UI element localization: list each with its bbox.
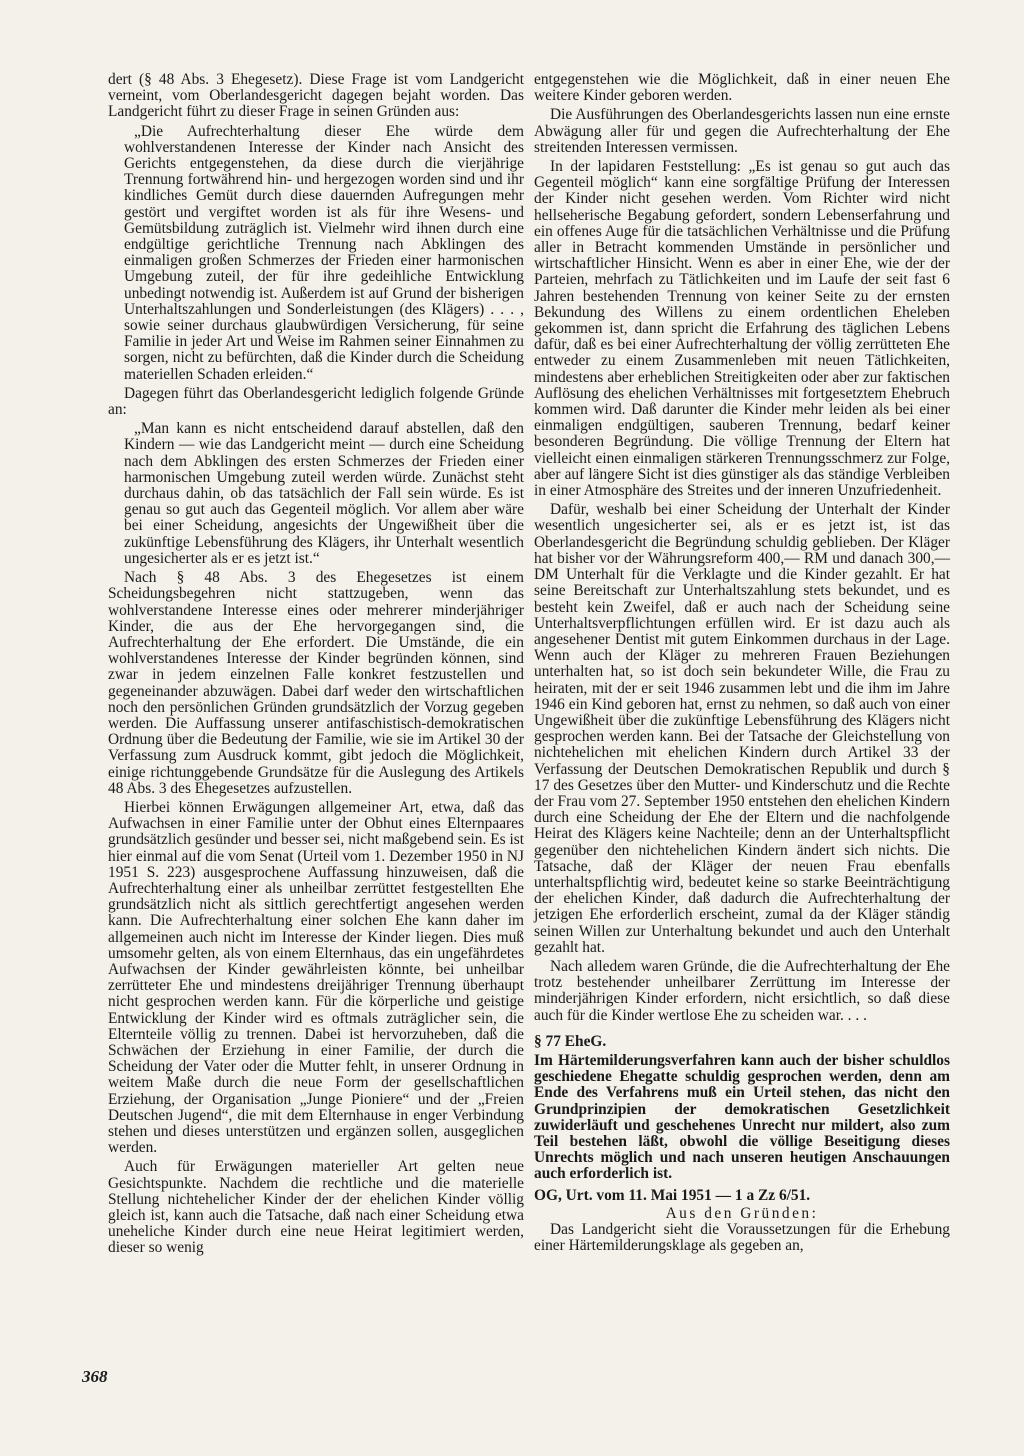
quotation (108, 421, 524, 567)
subheading: Aus den Gründen: (665, 1204, 819, 1222)
quotation-text: „Die Aufrechterhaltung dieser Ehe würde dem wohlverstandenen Interesse der Kinder nach Ansicht des Gerichts entgegenstehen, da diese durch die vierjährige Trennung fortwährend hin- und hergezogen worden sind und ihr kindliches Gemüt durch diese dauernden Aufregungen mehr gestört und vergiftet worden ist als für ihre Wesens- und Gemütsbildung zuträglich ist. Vielmehr wird ihnen durch eine endgültige gerichtliche Trennung nach Abklingen des einmaligen großen Schmerzes der Frieden einer harmonischen Umgebung zuteil, der für ihre gedeihliche Entwicklung unbedingt notwendig ist. Außerdem ist auf Grund der bisherigen Unterhaltszahlungen und Sonderleistungen (des Klägers) . . . , sowie seiner durchaus glaubwürdigen Versicherung, für seine Familie in jeder Art und Weise im Rahmen seiner Einnahmen zu sorgen, nicht zu befürchten, daß die Kinder durch die Scheidung materiellen Schaden erleiden.“ (124, 122, 524, 383)
right-column (534, 72, 950, 1257)
section-heading: § 77 EheG. (534, 1032, 607, 1050)
paragraph: Die Ausführungen des Oberlandesgerichts lassen nun eine ernste Abwägung aller für und gegen die Aufrechterhaltung der Ehe streitenden Interessen vermissen. (534, 106, 950, 156)
paragraph: Nach alledem waren Gründe, die die Aufrechterhaltung der Ehe trotz bestehender unheilbarer Zerrüttung im Interesse der minderjährigen Kinder erfordern, nicht ersichtlich, so daß diese auch für die Kinder wertlose Ehe zu scheiden war. . . . (534, 957, 950, 1024)
headnote: Im Härtemilderungsverfahren kann auch der bisher schuldlos geschiedene Ehegatte schuldig gesprochen werden, denn am Ende des Verfahrens muß ein Urteil stehen, das nicht den Grundprinzipien der demokratischen Gesetzlichkeit zuwiderläuft und geschehenes Unrecht nur mildert, also zum Teil bestehen läßt, obwohl die völlige Beseitigung dieses Unrechts möglich und nach unseren heutigen Anschauungen auch erforderlich ist. (534, 1051, 950, 1183)
paragraph: Dagegen führt das Oberlandesgericht lediglich folgende Gründe an: (108, 384, 524, 419)
paragraph: Das Landgericht sieht die Voraussetzungen für die Erhebung einer Härtemilderungsklage als gegeben an, (534, 1221, 950, 1255)
quotation-text: „Man kann es nicht entscheidend darauf abstellen, daß den Kindern — wie das Landgericht meint — durch eine Scheidung nach dem Abklingen des ersten Schmerzes der Frieden einer harmonischen Umgebung zuteil werden würde. Zunächst steht durchaus dahin, ob das tatsächlich der Fall sein würde. Es ist genau so gut auch das Gegenteil möglich. Vor allem aber wäre bei einer Scheidung, angesichts der Ungewißheit über die zukünftige Lebensführung des Klägers, ihr Unterhalt wesentlich ungesicherter als er es jetzt ist.“ (124, 420, 524, 567)
paragraph: Dafür, weshalb bei einer Scheidung der Unterhalt der Kinder wesentlich ungesicherter sei, als er es jetzt ist, ist das Oberlandesgericht die Begründung schuldig geblieben. Der Kläger hat bisher vor der Währungsreform 400,— RM und danach 300,— DM Unterhalt für die Verklagte und die Kinder gezahlt. Er hat seine Bereitschaft zur Unterhaltszahlung stets bekundet, und es besteht kein Zweifel, daß er auch nach der Scheidung seine Unterhaltsverpflichtungen erfüllen wird. Er ist dazu auch als angesehener Dentist mit gutem Einkommen durchaus in der Lage. Wenn auch der Kläger zu mehreren Frauen Beziehungen unterhalten hat, so ist doch sein bekundeter Wille, die Frau zu heiraten, mit der er seit 1946 zusammen lebt und die ihm im Jahre 1946 ein Kind geboren hat, ernst zu nehmen, so daß auch von einer Ungewißheit über die zukünftige Lebensführung des Klägers nicht gesprochen werden kann. Bei der Tatsache der Gleichstellung von nichtehelichen mit ehelichen Kindern durch Artikel 33 der Verfassung der Deutschen Demokratischen Republik und durch § 17 des Gesetzes über den Mutter- und Kinderschutz und die Rechte der Frau vom 27. September 1950 entstehen den ehelichen Kindern durch eine Scheidung der Ehe der Eltern und die nachfolgende Heirat des Klägers keine Nachteile; denn an der Unterhaltspflicht gegenüber den nichtehelichen Kindern ändert sich nichts. Die Tatsache, daß der Kläger der neuen Frau ebenfalls unterhaltspflichtig wird, bedeutet keine so starke Beeinträchtigung der ehelichen Kinder, daß dadurch die Aufrechterhaltung der jetzigen Ehe erforderlich erscheint, zumal da der Kläger ständig seinen Willen zur Unterhaltung bekundet und auch den Unterhalt gezahlt hat. (534, 501, 950, 956)
page-number: 368 (82, 1367, 108, 1386)
paragraph: In der lapidaren Feststellung: „Es ist genau so gut auch das Gegenteil möglich“ kann eine sorgfältige Prüfung der Interessen der Kinder nicht gesehen werden. Vom Richter wird nicht hellseherische Begabung gefordert, sondern Lebenserfahrung und ein offenes Auge für die tatsächlichen Verhältnisse und die Prüfung aller in Betracht kommenden Umstände in persönlicher und wirtschaftlicher Hinsicht. Wenn es aber in einer Ehe, wie der der Parteien, mehrfach zu Tätlichkeiten und im Laufe der seit fast 6 Jahren bestehenden Trennung von keiner Seite zu der ernsten Bekundung des Willens zu einem ordentlichen Eheleben gekommen ist, dann spricht die Erfahrung des täglichen Lebens dafür, daß es bei einer Aufrechterhaltung der völlig zerrütteten Ehe entweder zu einem Zusammenleben mit neuen Tätlichkeiten, mindestens aber erheblichen Streitigkeiten oder aber zur faktischen Auflösung des ehelichen Verhältnisses mit fortgesetztem Ehebruch kommen wird. Daß darunter die Kinder mehr leiden als bei einer einmaligen endgültigen, sauberen Trennung, bedarf keiner besonderen Begründung. Die völlige Trennung der Eltern hat vielleicht einen einmaligen stärkeren Trennungsschmerz zur Folge, aber auf längere Sicht ist dies günstiger als das ständige Verbleiben in einer Atmosphäre des Streites und der inneren Unzufriedenheit. (534, 158, 950, 500)
left-column (108, 72, 524, 1260)
quotation (108, 124, 524, 383)
paragraph: dert (§ 48 Abs. 3 Ehegesetz). Diese Frage ist vom Landgericht verneint, vom Oberlandesgericht dagegen bejaht worden. Das Landgericht führt zu dieser Frage in seinen Gründen aus: (108, 71, 524, 121)
paragraph: Nach § 48 Abs. 3 des Ehegesetzes ist einem Scheidungsbegehren nicht stattzugeben, wenn das wohlverstandene Interesse eines oder mehrerer minderjähriger Kinder, die aus der Ehe hervorgegangen sind, die Aufrechterhaltung der Ehe erfordert. Die Umstände, die ein wohlverstandenes Interesse der Kinder begründen können, sind zwar in jedem einzelnen Falle konkret festzustellen und gegeneinander abzuwägen. Dabei darf weder den wirtschaftlichen noch den persönlichen Gründen grundsätzlich der Vorzug gegeben werden. Die Auffassung unserer antifaschistisch-demokratischen Ordnung über die Bedeutung der Familie, wie sie im Artikel 30 der Verfassung zum Ausdruck kommt, gibt jedoch die Möglichkeit, einige richtunggebende Grundsätze für die Auslegung des Artikels 48 Abs. 3 des Ehegesetzes aufzustellen. (108, 569, 524, 797)
paragraph: Auch für Erwägungen materieller Art gelten neue Gesichtspunkte. Nachdem die rechtliche und die materielle Stellung nichtehelicher Kinder der der ehelichen Kinder völlig gleich ist, kann auch die Tatsache, daß nach einer Scheidung etwa uneheliche Kinder durch eine neue Heirat legitimiert werden, dieser so wenig (108, 1158, 524, 1257)
court-citation: OG, Urt. vom 11. Mai 1951 — 1 a Zz 6/51. (534, 1186, 811, 1204)
paragraph: entgegenstehen wie die Möglichkeit, daß in einer neuen Ehe weitere Kinder geboren werden. (534, 71, 950, 105)
paragraph: Hierbei können Erwägungen allgemeiner Art, etwa, daß das Aufwachsen in einer Familie unter der Obhut eines Elternpaares grundsätzlich gesünder und besser sei, nicht maßgebend sein. Es ist hier einmal auf die vom Senat (Urteil vom 1. Dezember 1950 in NJ 1951 S. 223) ausgesprochene Auffassung hinzuweisen, daß die Aufrechterhaltung einer als unheilbar zerrüttet festgestellten Ehe grundsätzlich nicht als sittlich gerechtfertigt angesehen werden kann. Die Aufrechterhaltung einer solchen Ehe kann daher im allgemeinen auch nicht im Interesse der Kinder liegen. Dies muß umsomehr gelten, als von einem Elternhaus, das ein ungefährdetes Aufwachsen der Kinder gewährleisten könnte, bei unheilbar zerrütteter Ehe und mindestens dreijähriger Trennung überhaupt nicht gesprochen werden kann. Für die körperliche und geistige Entwicklung der Kinder wird es oftmals zuträglicher sein, die Elternteile völlig zu trennen. Dabei ist hervorzuheben, daß die Schwächen der Erziehung in einer Familie, der durch die Scheidung der Vater oder die Mutter fehlt, in unserer Ordnung in weitem Maße durch die neue Form der gesellschaftlichen Erziehung, der Organisation „Junge Pioniere“ und der „Freien Deutschen Jugend“, die mit dem Elternhause in enger Verbindung stehen und dieses unterstützen und ergänzen sollen, ausgeglichen werden. (108, 798, 524, 1157)
